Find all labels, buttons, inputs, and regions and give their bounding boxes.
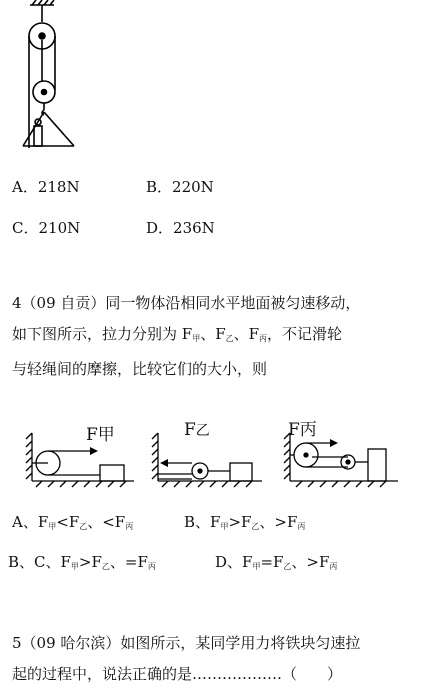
q4-line-2: 如下图所示，拉力分别为 $F_甲$、$F_乙$、$F_丙$，不记滑轮 (12, 325, 343, 343)
label-f-yi: F乙 (184, 420, 210, 440)
q5-line-2: 起的过程中，说法正确的是………………（ ） (12, 665, 343, 683)
option-a: A．218N (12, 178, 80, 196)
q4-option-b: B、$F_甲>F_乙$、$>F_丙$ (184, 513, 306, 531)
option-d: D．236N (146, 219, 215, 237)
pulley-system-figure (18, 0, 78, 150)
question-5-text (12, 628, 422, 690)
option-c: C．210N (12, 219, 81, 237)
figure-jia (22, 415, 137, 495)
label-f-bing: F丙 (288, 420, 317, 440)
q4-line-1: 4（09 自贡）同一物体沿相同水平地面被匀速移动， (12, 294, 361, 312)
q4-option-d: D、$F_甲=F_乙$、$>F_丙$ (215, 553, 338, 571)
q4-option-c: B、C、$F_甲>F_乙$、$=F_丙$ (8, 553, 156, 571)
q5-line-1: 5（09 哈尔滨）如图所示，某同学用力将铁块匀速拉 (12, 634, 361, 652)
q4-option-a: A、$F_甲<F_乙$、$<F_丙$ (12, 513, 134, 531)
q4-line-3: 与轻绳间的摩擦，比较它们的大小，则 (12, 360, 268, 378)
label-f-jia: F甲 (86, 425, 115, 445)
question-4-text (12, 288, 422, 385)
option-b: B．220N (146, 178, 214, 196)
